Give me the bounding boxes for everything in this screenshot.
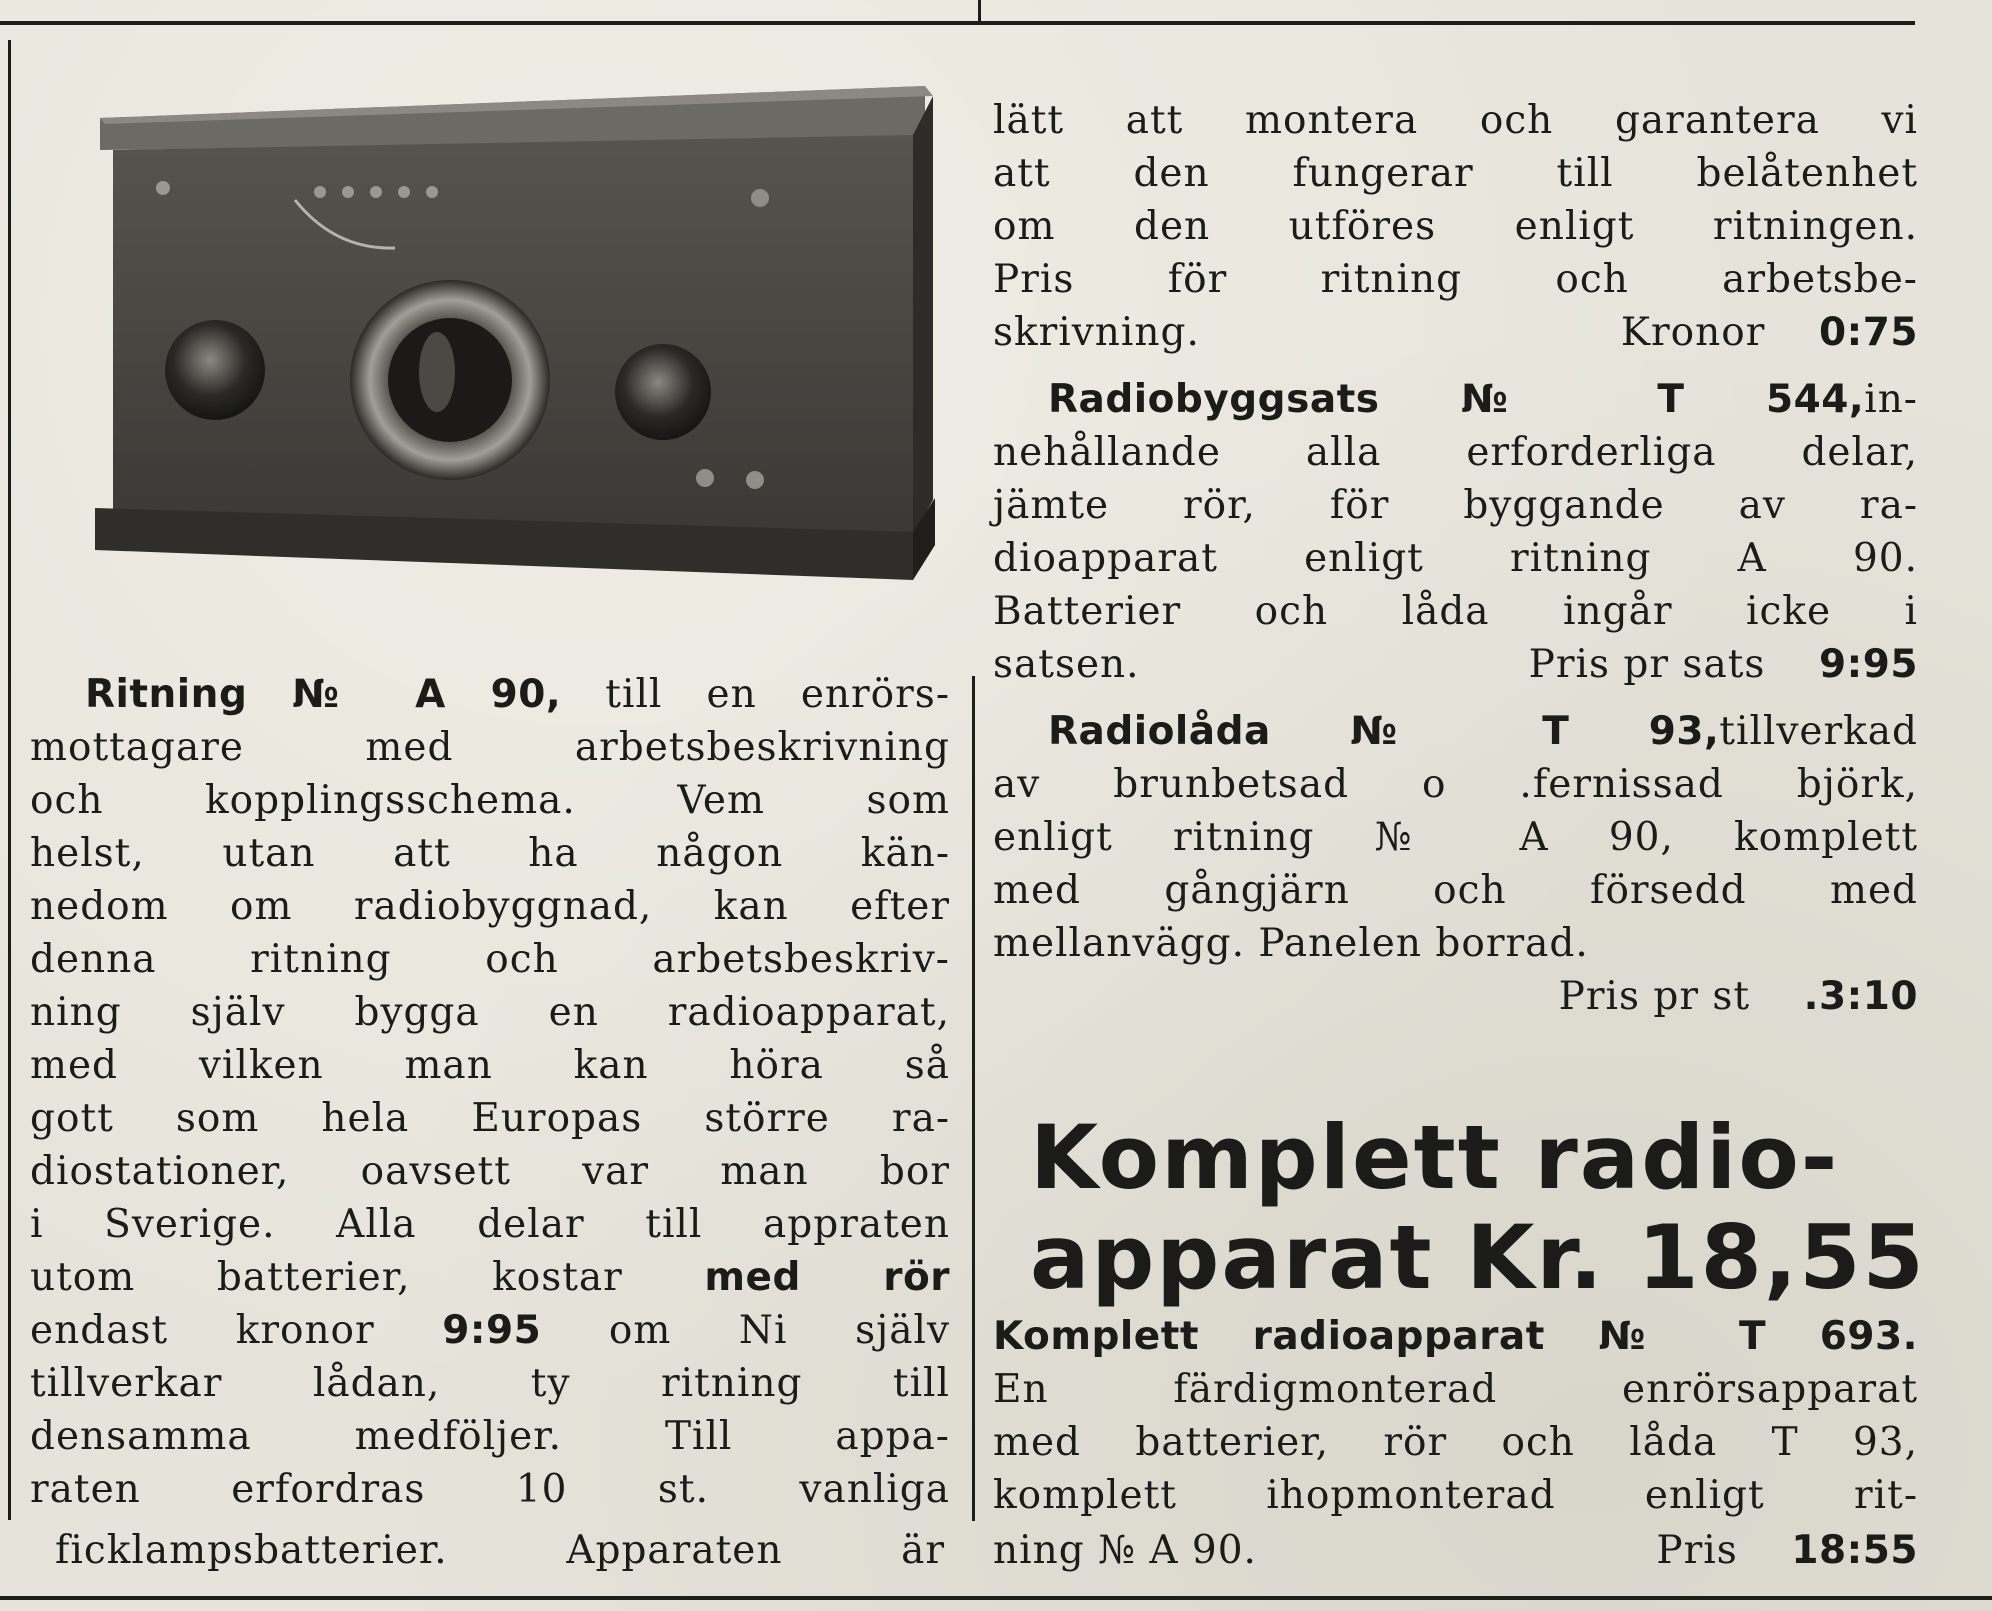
intro-line: om den utföres enligt ritningen. [993, 204, 1918, 249]
complete-price: 18:55 [1791, 1528, 1918, 1573]
column-divider [972, 676, 975, 1521]
left-line: mottagare med arbetsbeskrivning [30, 725, 950, 770]
complete-line: med batterier, rör och låda T 93, [993, 1420, 1918, 1465]
intro-line: Pris för ritning och arbetsbe- [993, 257, 1918, 302]
box-line: mellanvägg. Panelen borrad. [993, 921, 1589, 966]
left-line: gott som hela Europas större ra- [30, 1096, 950, 1141]
bottom-rule [0, 1596, 1992, 1600]
kit-title-line: Radiobyggsats № T 544, in- [1048, 377, 1918, 422]
left-line: denna ritning och arbetsbeskriv- [30, 937, 950, 982]
left-line: i Sverige. Alla delar till appraten [30, 1202, 950, 1247]
complete-title: Komplett radioapparat № T 693. [993, 1314, 1918, 1359]
kit-line: Batterier och låda ingår icke i [993, 589, 1918, 634]
headline [1030, 1106, 1926, 1309]
intro-price: 0:75 [1818, 310, 1918, 355]
headline-line-2: apparat Kr. 18,55 [1030, 1206, 1926, 1309]
intro-price-line: skrivning. Kronor 0:75 [993, 310, 1918, 355]
left-line: Ritning № A 90, till en enrörs- [85, 672, 950, 717]
left-line: densamma medföljer. Till appa- [30, 1414, 950, 1459]
left-line: utom batterier, kostar med rör [30, 1255, 950, 1300]
box-title-line: Radiolåda № T 93, tillverkad [1048, 709, 1918, 754]
left-line: diostationer, oavsett var man bor [30, 1149, 950, 1194]
left-rule [8, 40, 11, 1520]
box-line: av brunbetsad o .fernissad björk, [993, 762, 1918, 807]
left-line: ning själv bygga en radioapparat, [30, 990, 950, 1035]
top-rule [0, 21, 1915, 25]
left-last-line: ficklampsbatterier. Apparaten är [55, 1528, 945, 1573]
left-line: nedom om radiobyggnad, kan efter [30, 884, 950, 929]
box-line: med gångjärn och försedd med [993, 868, 1918, 913]
kit-price-line: satsen. Pris pr sats 9:95 [993, 642, 1918, 687]
box-line: enligt ritning № A 90, komplett [993, 815, 1918, 860]
left-line: med vilken man kan höra så [30, 1043, 950, 1088]
left-line: helst, utan att ha någon kän- [30, 831, 950, 876]
kit-price: 9:95 [1818, 642, 1918, 687]
left-line: och kopplingsschema. Vem som [30, 778, 950, 823]
right-column-text [993, 94, 1918, 1023]
left-line: raten erfordras 10 st. vanliga [30, 1467, 950, 1512]
kit-line: nehållande alla erforderliga delar, [993, 430, 1918, 475]
complete-last-line: ning № A 90. [993, 1528, 1257, 1573]
left-line: endast kronor 9:95 om Ni själv [30, 1308, 950, 1353]
headline-line-1: Komplett radio- [1030, 1106, 1840, 1209]
intro-line: lätt att montera och garantera vi [993, 98, 1918, 143]
radio-receiver-photo [95, 80, 935, 600]
left-line: tillverkar lådan, ty ritning till [30, 1361, 950, 1406]
complete-line: komplett ihopmonterad enligt rit- [993, 1473, 1918, 1518]
complete-price-line: Pris 18:55 [1656, 1528, 1918, 1573]
box-price: .3:10 [1803, 974, 1918, 1019]
box-price-line: Pris pr st .3:10 [1558, 974, 1918, 1019]
intro-line: att den fungerar till belåtenhet [993, 151, 1918, 196]
complete-line: En färdigmonterad enrörsapparat [993, 1367, 1918, 1412]
top-rule-tick [978, 0, 981, 22]
left-column-text [30, 668, 950, 1516]
complete-radio-text [993, 1310, 1918, 1522]
kit-line: dioapparat enligt ritning A 90. [993, 536, 1918, 581]
kit-line: jämte rör, för byggande av ra- [993, 483, 1918, 528]
